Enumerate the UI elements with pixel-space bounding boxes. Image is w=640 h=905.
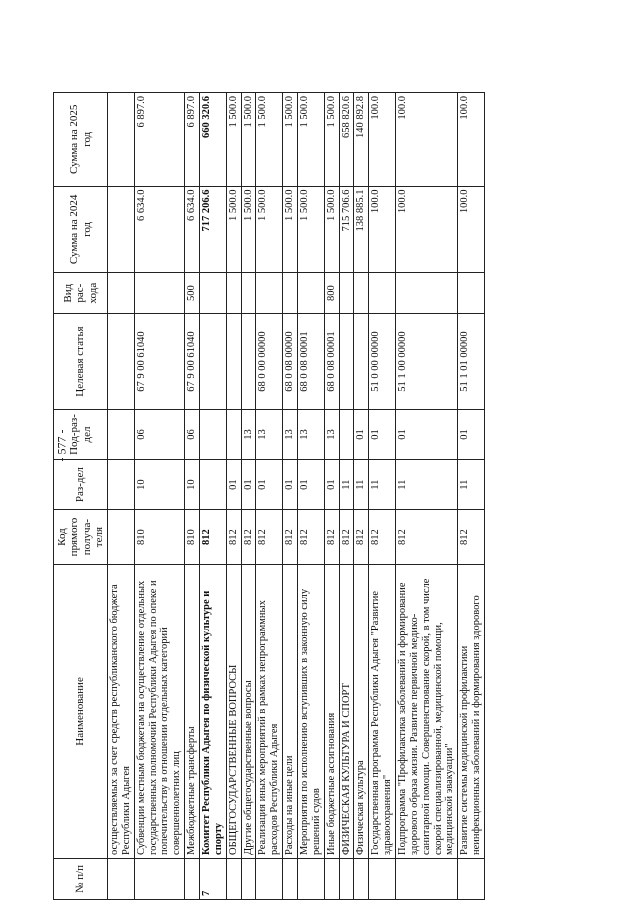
cell-razdel: 11 — [339, 460, 354, 510]
cell-name: ОБЩЕГОСУДАРСТВЕННЫЕ ВОПРОСЫ — [226, 564, 241, 858]
cell-sum-2024: 6 634.0 — [185, 186, 200, 273]
cell-razdel: 01 — [256, 460, 283, 510]
cell-podrazdel: 06 — [134, 409, 184, 459]
table-row — [354, 93, 369, 900]
header-name: Наименование — [54, 564, 108, 858]
table-row — [324, 93, 339, 900]
cell-name: Расходы на иные цели — [283, 564, 298, 858]
cell-razdel: 11 — [369, 460, 396, 510]
cell-razdel: 10 — [134, 460, 184, 510]
cell-num: 7 — [200, 858, 227, 899]
cell-sum-2025 — [108, 93, 135, 187]
cell-podrazdel: 13 — [283, 409, 298, 459]
cell-vid — [200, 273, 227, 314]
cell-sum-2024 — [108, 186, 135, 273]
cell-target: 51 0 00 00000 — [369, 314, 396, 410]
cell-vid — [283, 273, 298, 314]
cell-code: 812 — [396, 510, 458, 565]
cell-razdel: 01 — [324, 460, 339, 510]
header-num: № п/п — [54, 858, 108, 899]
cell-vid: 500 — [185, 273, 200, 314]
cell-vid — [369, 273, 396, 314]
cell-name: Реализация иных мероприятий в рамках непрограммных расходов Республики Адыгея — [256, 564, 283, 858]
cell-sum-2025: 140 892.8 — [354, 93, 369, 187]
cell-podrazdel: 01 — [458, 409, 485, 459]
cell-name: Физическая культура — [354, 564, 369, 858]
cell-vid — [339, 273, 354, 314]
cell-vid — [108, 273, 135, 314]
cell-num — [283, 858, 298, 899]
cell-code: 812 — [256, 510, 283, 565]
cell-name: осуществляемых за счет средств республиканского бюджета Республики Адыгея — [108, 564, 135, 858]
cell-razdel: 01 — [226, 460, 241, 510]
cell-code: 812 — [226, 510, 241, 565]
header-sum-2025: Сумма на 2025 год — [54, 93, 108, 187]
cell-code: 812 — [283, 510, 298, 565]
cell-name: Государственная программа Республики Адыгея "Развитие здравоохранения" — [369, 564, 396, 858]
cell-name: Развитие системы медицинской профилактики неинфекционных заболеваний и формирования здорового — [458, 564, 485, 858]
table-row — [298, 93, 325, 900]
cell-target: 68 0 08 00000 — [283, 314, 298, 410]
cell-sum-2024: 1 500.0 — [324, 186, 339, 273]
cell-code: 812 — [354, 510, 369, 565]
cell-name: Иные бюджетные ассигнования — [324, 564, 339, 858]
cell-razdel — [108, 460, 135, 510]
cell-num — [369, 858, 396, 899]
cell-target — [108, 314, 135, 410]
budget-table — [53, 92, 485, 900]
table-row — [369, 93, 396, 900]
table-row — [256, 93, 283, 900]
cell-sum-2024: 100.0 — [369, 186, 396, 273]
cell-podrazdel: 01 — [396, 409, 458, 459]
table-row — [200, 93, 227, 900]
cell-target: 68 0 00 00000 — [256, 314, 283, 410]
cell-sum-2024: 1 500.0 — [241, 186, 256, 273]
cell-target — [226, 314, 241, 410]
table-row — [185, 93, 200, 900]
cell-num — [324, 858, 339, 899]
cell-sum-2024: 138 885.1 — [354, 186, 369, 273]
cell-code: 810 — [185, 510, 200, 565]
cell-num — [458, 858, 485, 899]
cell-sum-2025: 6 897.0 — [134, 93, 184, 187]
cell-target — [241, 314, 256, 410]
table-row — [283, 93, 298, 900]
cell-podrazdel — [200, 409, 227, 459]
cell-razdel: 11 — [396, 460, 458, 510]
cell-sum-2024: 1 500.0 — [298, 186, 325, 273]
cell-podrazdel: 13 — [241, 409, 256, 459]
cell-sum-2025: 658 820.6 — [339, 93, 354, 187]
cell-sum-2025: 1 500.0 — [241, 93, 256, 187]
cell-podrazdel: 01 — [354, 409, 369, 459]
cell-podrazdel — [339, 409, 354, 459]
table-header-row — [54, 93, 108, 900]
cell-num — [256, 858, 283, 899]
cell-vid — [134, 273, 184, 314]
cell-name: Другие общегосударственные вопросы — [241, 564, 256, 858]
cell-code — [108, 510, 135, 565]
table-row — [226, 93, 241, 900]
cell-target: 51 1 01 00000 — [458, 314, 485, 410]
cell-vid: 800 — [324, 273, 339, 314]
cell-code: 812 — [200, 510, 227, 565]
cell-podrazdel: 13 — [256, 409, 283, 459]
cell-razdel: 11 — [354, 460, 369, 510]
cell-podrazdel: 06 — [185, 409, 200, 459]
cell-code: 812 — [458, 510, 485, 565]
cell-target — [200, 314, 227, 410]
header-razdel: Раз-дел — [54, 460, 108, 510]
cell-name: Мероприятия по исполнению вступивших в законную силу решений судов — [298, 564, 325, 858]
cell-name: Межбюджетные трансферты — [185, 564, 200, 858]
cell-sum-2025: 1 500.0 — [226, 93, 241, 187]
cell-sum-2024: 1 500.0 — [256, 186, 283, 273]
cell-sum-2024: 100.0 — [458, 186, 485, 273]
cell-vid — [241, 273, 256, 314]
cell-num — [339, 858, 354, 899]
cell-sum-2025: 1 500.0 — [298, 93, 325, 187]
cell-target — [354, 314, 369, 410]
table-body — [108, 93, 485, 900]
cell-code: 812 — [241, 510, 256, 565]
cell-podrazdel: 01 — [369, 409, 396, 459]
table-row — [241, 93, 256, 900]
header-vid: Вид рас-хода — [54, 273, 108, 314]
table-row — [134, 93, 184, 900]
cell-num — [226, 858, 241, 899]
cell-razdel — [200, 460, 227, 510]
cell-razdel: 01 — [298, 460, 325, 510]
cell-vid — [396, 273, 458, 314]
cell-sum-2025: 100.0 — [369, 93, 396, 187]
page-number: - 577 - — [54, 429, 69, 462]
cell-name: ФИЗИЧЕСКАЯ КУЛЬТУРА И СПОРТ — [339, 564, 354, 858]
cell-num — [108, 858, 135, 899]
cell-podrazdel: 13 — [298, 409, 325, 459]
cell-sum-2024: 1 500.0 — [283, 186, 298, 273]
cell-code: 812 — [369, 510, 396, 565]
cell-target: 67 9 00 61040 — [185, 314, 200, 410]
cell-vid — [458, 273, 485, 314]
cell-sum-2025: 100.0 — [396, 93, 458, 187]
cell-vid — [354, 273, 369, 314]
cell-target: 68 0 08 00001 — [324, 314, 339, 410]
header-target: Целевая статья — [54, 314, 108, 410]
cell-sum-2024: 715 706.6 — [339, 186, 354, 273]
cell-num — [396, 858, 458, 899]
cell-podrazdel — [226, 409, 241, 459]
table-row — [396, 93, 458, 900]
cell-num — [134, 858, 184, 899]
cell-razdel: 01 — [283, 460, 298, 510]
cell-code: 812 — [324, 510, 339, 565]
cell-podrazdel: 13 — [324, 409, 339, 459]
cell-num — [354, 858, 369, 899]
cell-razdel: 10 — [185, 460, 200, 510]
cell-name: Субвенции местным бюджетам на осуществление отдельных государственных полномочий Республики Адыгея по опеке и попечительству в отношении отдельных категорий совершеннолетних лиц — [134, 564, 184, 858]
cell-code: 812 — [339, 510, 354, 565]
cell-target: 68 0 08 00001 — [298, 314, 325, 410]
header-code: Код прямого получа-теля — [54, 510, 108, 565]
cell-name: Подпрограмма "Профилактика заболеваний и формирование здорового образа жизни. Развитие первичной медико-санитарной помощи. Совершенствование скорой, в том числе скорой специализированной, медицинской помощи, медицинской эвакуации" — [396, 564, 458, 858]
cell-vid — [298, 273, 325, 314]
cell-sum-2025: 6 897.0 — [185, 93, 200, 187]
table-row — [339, 93, 354, 900]
cell-podrazdel — [108, 409, 135, 459]
cell-sum-2025: 1 500.0 — [324, 93, 339, 187]
cell-target: 67 9 00 61040 — [134, 314, 184, 410]
cell-sum-2024: 6 634.0 — [134, 186, 184, 273]
cell-target — [339, 314, 354, 410]
cell-num — [185, 858, 200, 899]
cell-sum-2025: 660 320.6 — [200, 93, 227, 187]
cell-code: 812 — [298, 510, 325, 565]
cell-vid — [226, 273, 241, 314]
cell-sum-2024: 1 500.0 — [226, 186, 241, 273]
cell-sum-2024: 100.0 — [396, 186, 458, 273]
header-sum-2024: Сумма на 2024 год — [54, 186, 108, 273]
cell-razdel: 11 — [458, 460, 485, 510]
cell-sum-2025: 1 500.0 — [256, 93, 283, 187]
cell-code: 810 — [134, 510, 184, 565]
cell-target: 51 1 00 00000 — [396, 314, 458, 410]
cell-razdel: 01 — [241, 460, 256, 510]
budget-table-sheet — [53, 92, 593, 900]
cell-num — [298, 858, 325, 899]
header-podrazdel: Под-раз-дел — [54, 409, 108, 459]
cell-sum-2025: 1 500.0 — [283, 93, 298, 187]
cell-sum-2025: 100.0 — [458, 93, 485, 187]
cell-sum-2024: 717 206.6 — [200, 186, 227, 273]
table-row — [458, 93, 485, 900]
cell-num — [241, 858, 256, 899]
table-row — [108, 93, 135, 900]
cell-name: Комитет Республики Адыгея по физической культуре и спорту — [200, 564, 227, 858]
cell-vid — [256, 273, 283, 314]
